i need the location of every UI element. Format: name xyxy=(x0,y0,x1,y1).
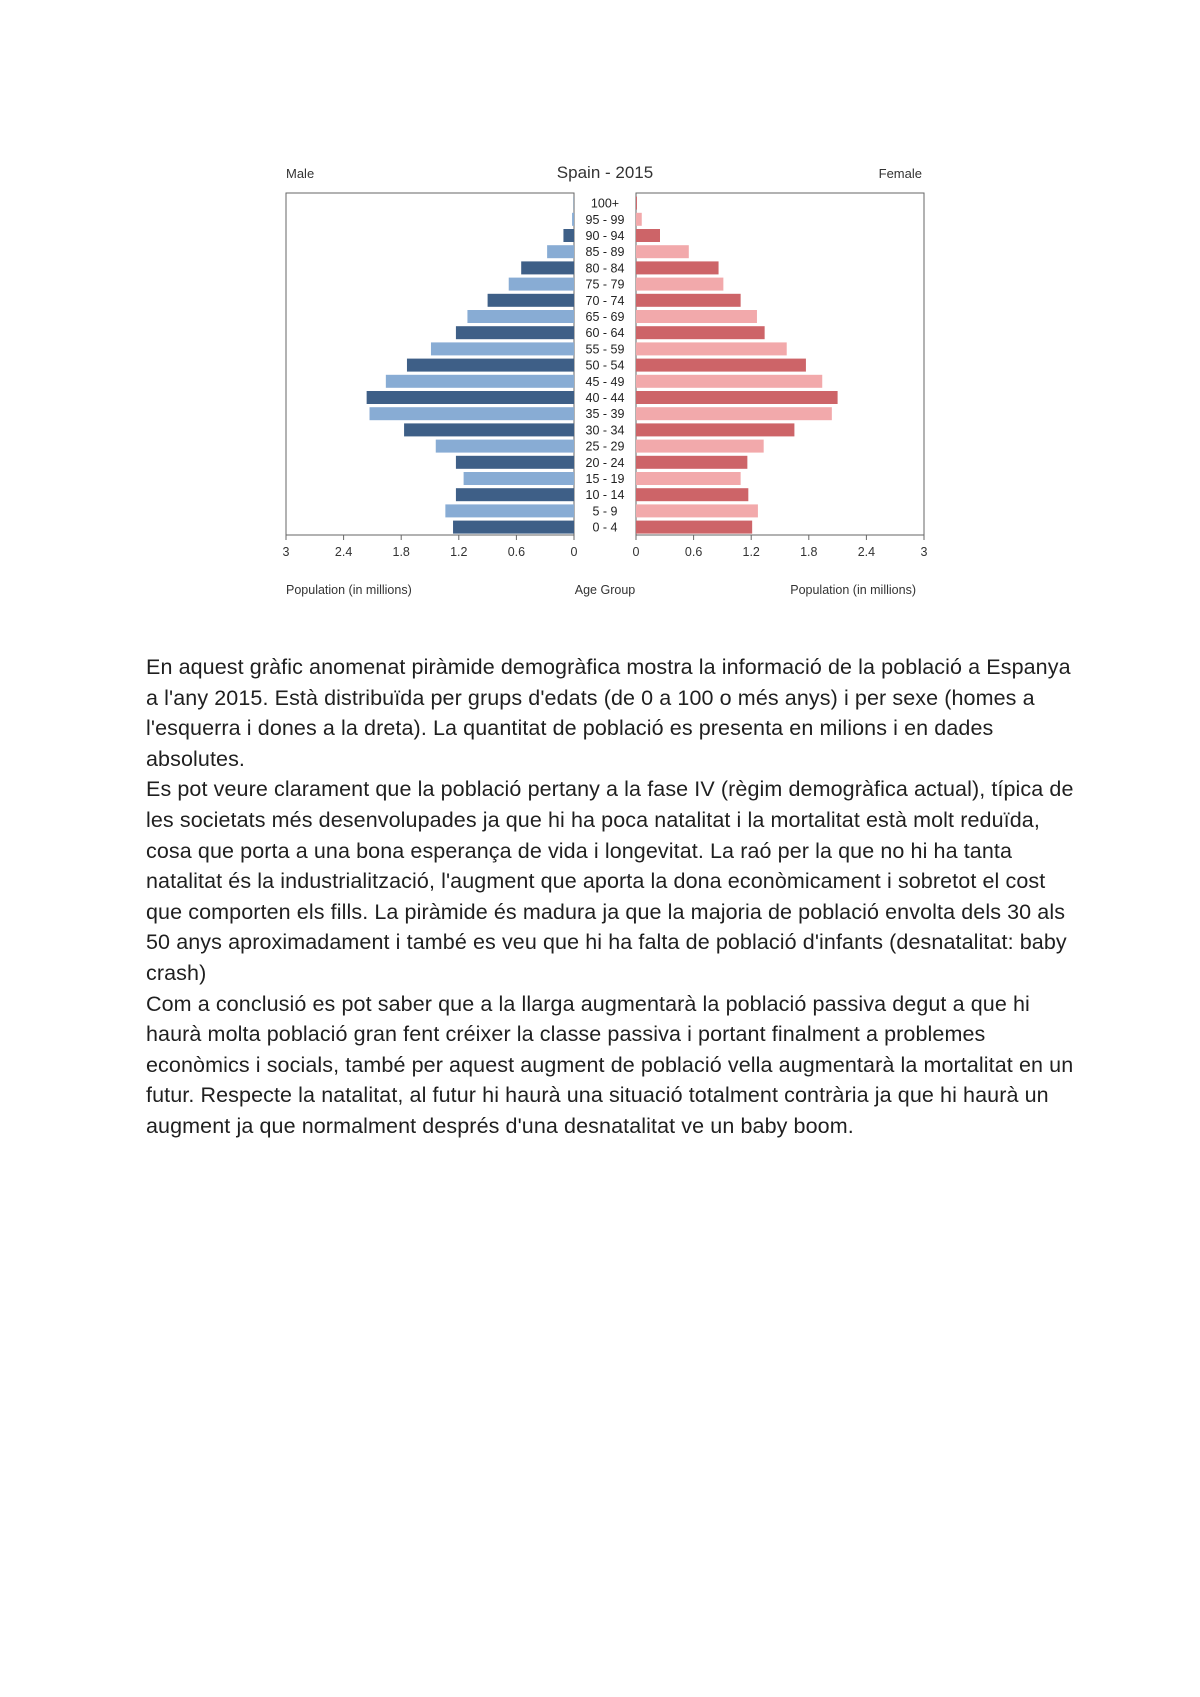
age-group-label: 60 - 64 xyxy=(585,326,625,341)
female-bar xyxy=(636,310,757,323)
female-bar xyxy=(636,197,637,210)
age-group-label: 15 - 19 xyxy=(585,472,625,486)
age-group-label: 65 - 69 xyxy=(585,310,625,324)
age-group-label: 95 - 99 xyxy=(585,212,625,227)
male-tick-label: 1.2 xyxy=(450,545,468,559)
chart-title: Spain - 2015 xyxy=(556,163,654,182)
axis-ticks xyxy=(283,535,928,559)
age-group-label: 70 - 74 xyxy=(585,293,625,308)
female-bar xyxy=(636,245,689,258)
male-bar xyxy=(407,359,574,372)
male-bar xyxy=(563,229,574,242)
female-bar xyxy=(636,213,642,226)
female-tick-label: 1.8 xyxy=(800,545,818,559)
female-bar xyxy=(636,407,832,420)
female-bar xyxy=(636,521,752,534)
male-bar xyxy=(488,294,574,307)
male-bar xyxy=(386,375,574,388)
male-bar xyxy=(367,391,574,404)
female-bars xyxy=(636,197,838,534)
female-bar xyxy=(636,391,838,404)
age-group-label: 40 - 44 xyxy=(585,391,625,405)
female-bar xyxy=(636,504,758,517)
female-tick-label: 2.4 xyxy=(857,545,876,559)
paragraph-analysis: Es pot veure clarament que la població pertany a la fase IV (règim demogràfica actual), típica de les societats més desenvolupades ja que hi ha poca natalitat i la mortalitat està molt reduïda, cosa que porta a una bona esperança de vida i longevitat. La raó per la que no hi ha tanta natalitat és la industrialització, l'augment que aporta la dona econòmicament i sobretot el cost que comporten els fills. La piràmide és madura ja que la majoria de població envolta dels 30 als 50 anys aproximadament i també es veu que hi ha falta de població d'infants (desnatalitat: baby crash) xyxy=(146,777,1074,985)
female-bar xyxy=(636,326,765,339)
male-bar xyxy=(547,245,574,258)
male-bar xyxy=(464,472,574,485)
age-group-label: 100+ xyxy=(590,196,620,211)
female-header: Female xyxy=(878,166,922,181)
male-tick-label: 3 xyxy=(282,545,290,559)
female-tick-label: 0.6 xyxy=(684,545,703,559)
age-group-label: 75 - 79 xyxy=(585,277,625,292)
population-pyramid-chart xyxy=(270,155,940,610)
male-tick-label: 2.4 xyxy=(334,545,353,559)
age-group-label: 85 - 89 xyxy=(585,245,625,260)
male-bar xyxy=(456,326,574,339)
male-bar xyxy=(431,342,574,355)
male-bar xyxy=(453,521,574,534)
female-bar xyxy=(636,342,787,355)
male-bar xyxy=(370,407,574,420)
male-tick-label: 1.8 xyxy=(392,545,410,559)
male-bar xyxy=(572,213,574,226)
male-bar xyxy=(521,261,574,274)
female-tick-label: 1.2 xyxy=(742,545,760,559)
x-axis-label-left: Population (in millions) xyxy=(286,583,412,597)
male-header: Male xyxy=(286,166,315,181)
male-bar xyxy=(436,440,574,453)
age-group-label: 10 - 14 xyxy=(585,488,625,503)
female-bar xyxy=(636,294,741,307)
age-group-label: 80 - 84 xyxy=(585,261,625,276)
x-axis-label-center: Age Group xyxy=(574,583,636,597)
female-bar xyxy=(636,278,723,291)
female-tick-label: 3 xyxy=(920,545,928,559)
x-axis-label-right: Population (in millions) xyxy=(790,583,916,597)
age-group-label: 90 - 94 xyxy=(585,229,625,243)
female-bar xyxy=(636,440,764,453)
age-group-label: 50 - 54 xyxy=(585,358,625,373)
paragraph-intro: En aquest gràfic anomenat piràmide demogràfica mostra la informació de la població a Espanya a l'any 2015. Està distribuïda per grups d'edats (de 0 a 100 o més anys) i per sexe (homes a l'esquerra i dones a la dreta). La quantitat de població es presenta en milions i en dades absolutes. xyxy=(146,655,1071,771)
age-group-label: 30 - 34 xyxy=(585,423,625,438)
female-bar xyxy=(636,423,794,436)
female-bar xyxy=(636,375,822,388)
female-tick-label: 0 xyxy=(632,545,640,559)
population-pyramid-figure xyxy=(270,155,940,610)
age-group-label: 35 - 39 xyxy=(585,407,625,422)
male-bar xyxy=(456,456,574,469)
age-group-label: 5 - 9 xyxy=(592,504,618,519)
female-bar xyxy=(636,488,748,501)
female-bar xyxy=(636,229,660,242)
age-group-label: 0 - 4 xyxy=(592,520,618,535)
male-tick-label: 0.6 xyxy=(507,545,526,559)
female-bar xyxy=(636,359,806,372)
male-bar xyxy=(467,310,574,323)
age-group-label: 45 - 49 xyxy=(585,374,625,389)
female-bar xyxy=(636,472,741,485)
male-bar xyxy=(445,504,574,517)
female-bar xyxy=(636,456,747,469)
male-bar xyxy=(509,278,574,291)
age-group-label: 20 - 24 xyxy=(585,455,625,470)
female-bar xyxy=(636,261,719,274)
male-bar xyxy=(404,423,574,436)
paragraph-conclusion: Com a conclusió es pot saber que a la llarga augmentarà la població passiva degut a que hi haurà molta població gran fent créixer la classe passiva i portant finalment a problemes econòmics i socials, també per aquest augment de població vella augmentarà la mortalitat en un futur. Respecte la natalitat, al futur hi haurà una situació totalment contrària ja que hi haurà un augment ja que normalment després d'una desnatalitat ve un baby boom. xyxy=(146,991,1074,1138)
male-bar xyxy=(456,488,574,501)
body-text xyxy=(146,652,1076,1142)
age-group-label: 55 - 59 xyxy=(585,342,625,357)
male-bars xyxy=(367,197,574,534)
male-tick-label: 0 xyxy=(570,545,578,559)
age-group-labels xyxy=(586,197,625,535)
age-group-label: 25 - 29 xyxy=(585,439,625,454)
